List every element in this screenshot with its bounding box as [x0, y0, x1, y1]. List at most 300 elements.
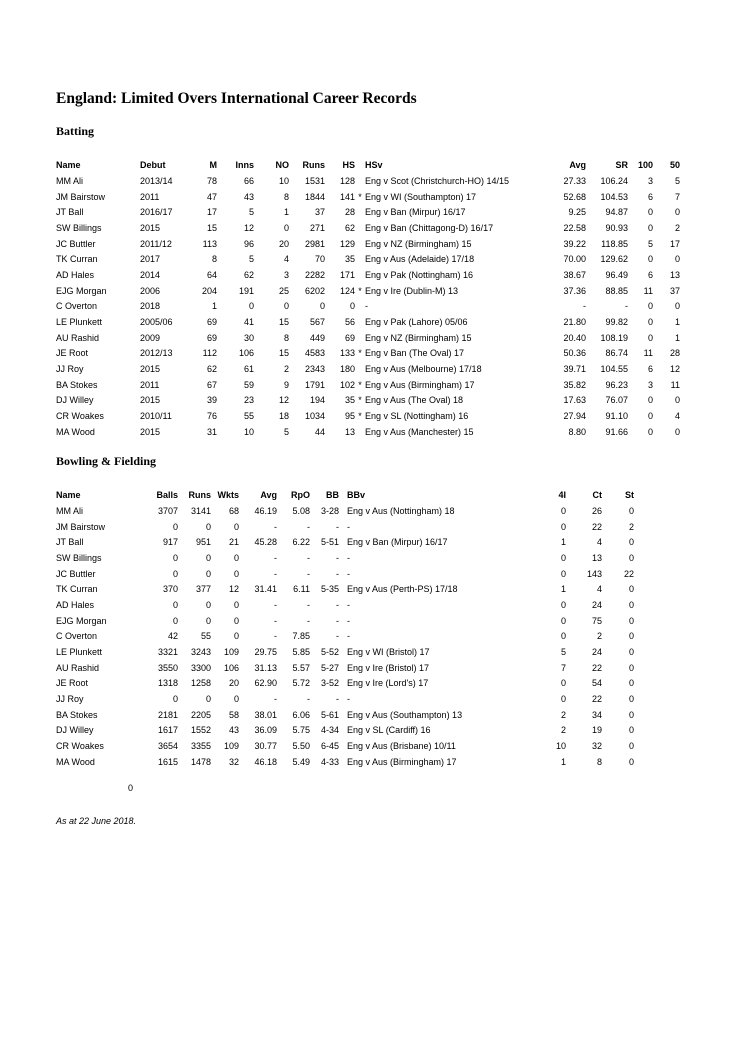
bowl-cell-bbv: Eng v Ire (Bristol) 17	[347, 662, 430, 673]
bat-cell-hundreds: 0	[647, 332, 653, 343]
bat-table-row	[56, 425, 680, 441]
bat-cell-debut: 2014	[140, 269, 161, 280]
bowl-cell-runs: 3300	[190, 662, 211, 673]
bowl-cell-name: LE Plunkett	[56, 646, 103, 657]
bowl-col-rpo-header: RpO	[291, 490, 310, 500]
bat-cell-inns: 106	[238, 348, 254, 359]
bowl-cell-name: CR Woakes	[56, 740, 104, 751]
bowl-cell-rpo: 5.57	[292, 662, 310, 673]
bat-cell-runs: 44	[314, 426, 325, 437]
bowl-cell-avg: 31.13	[254, 662, 277, 673]
bat-cell-no: 5	[283, 426, 289, 437]
bowl-cell-four-i: 2	[560, 725, 566, 736]
bowl-cell-bb: 5-51	[320, 537, 339, 548]
bat-cell-hsv: Eng v Aus (Birmingham) 17	[365, 379, 475, 390]
bat-cell-name: MA Wood	[56, 426, 95, 437]
bowl-cell-four-i: 7	[560, 662, 566, 673]
bat-cell-no: 12	[278, 395, 289, 406]
bowl-cell-bbv: -	[347, 615, 350, 626]
bat-cell-not-out	[355, 315, 365, 331]
batting-table	[56, 156, 680, 440]
bat-cell-sr: 99.82	[605, 316, 628, 327]
bat-cell-avg: 50.36	[563, 348, 586, 359]
bat-cell-m: 64	[206, 269, 217, 280]
bat-cell-hs: 28	[344, 207, 355, 218]
bowl-cell-avg: 38.01	[254, 709, 277, 720]
bat-cell-sr: 86.74	[605, 348, 628, 359]
bat-cell-runs: 449	[309, 332, 325, 343]
bat-cell-runs: 1531	[304, 176, 325, 186]
bowl-cell-wkts: 109	[223, 740, 239, 751]
bowl-cell-st: 0	[628, 709, 634, 720]
bat-cell-debut: 2015	[140, 363, 161, 374]
bat-cell-fifties: 4	[674, 410, 680, 421]
bat-cell-avg: 39.71	[563, 363, 586, 374]
bowl-cell-balls: 1617	[157, 725, 178, 736]
bowl-cell-avg: 36.09	[254, 725, 277, 736]
bowl-cell-rpo: 6.22	[292, 537, 310, 548]
bat-cell-hundreds: 6	[647, 191, 653, 202]
bat-cell-no: 3	[283, 269, 289, 280]
bat-cell-hundreds: 5	[647, 238, 653, 249]
bowl-cell-bb: 3-52	[320, 678, 339, 689]
bat-table-row	[56, 362, 680, 378]
bowl-cell-st: 22	[623, 568, 634, 579]
bowl-cell-runs: 3355	[190, 740, 211, 751]
bowl-cell-runs: 1258	[190, 678, 211, 689]
bat-cell-hundreds: 0	[647, 207, 653, 218]
bat-cell-hs: 0	[349, 301, 355, 312]
bat-table-row	[56, 331, 680, 347]
bat-cell-sr: 106.24	[600, 176, 628, 186]
bat-cell-avg: 20.40	[563, 332, 586, 343]
bowl-spacer	[339, 598, 347, 614]
bat-cell-hsv: Eng v Pak (Nottingham) 16	[365, 269, 474, 280]
bowl-cell-balls: 3654	[157, 740, 178, 751]
bowl-cell-avg: -	[274, 568, 277, 579]
bowl-cell-runs: 0	[205, 599, 211, 610]
bowl-table-row	[56, 676, 634, 692]
bat-cell-debut: 2018	[140, 301, 161, 312]
bat-cell-hundreds: 6	[647, 269, 653, 280]
bowl-cell-avg: 46.18	[254, 756, 277, 767]
bat-table-row	[56, 221, 680, 237]
bat-cell-inns: 41	[243, 316, 254, 327]
bowl-table-row	[56, 535, 634, 551]
bowl-cell-bbv: Eng v Aus (Birmingham) 17	[347, 756, 457, 767]
bowl-table-row	[56, 723, 634, 739]
bowl-cell-bbv: Eng v Aus (Brisbane) 10/11	[347, 740, 456, 751]
bowl-cell-wkts: 12	[228, 584, 239, 595]
bat-cell-m: 204	[201, 285, 217, 296]
bowl-cell-bbv: Eng v Aus (Nottingham) 18	[347, 506, 455, 516]
bowl-cell-bbv: Eng v Ban (Mirpur) 16/17	[347, 537, 448, 548]
bat-cell-inns: 61	[243, 363, 254, 374]
bat-cell-m: 39	[206, 395, 217, 406]
bat-cell-fifties: 5	[674, 176, 680, 186]
bat-col-hsv-header: HSv	[365, 160, 383, 170]
bowl-cell-avg: 45.28	[254, 537, 277, 548]
bowl-cell-name: JE Root	[56, 678, 89, 689]
bat-cell-name: EJG Morgan	[56, 285, 107, 296]
bowl-cell-four-i: 0	[560, 693, 566, 704]
bowl-cell-rpo: -	[307, 568, 310, 579]
bat-cell-not-out: *	[358, 395, 362, 406]
bat-col-inns-header: Inns	[235, 160, 254, 170]
bat-cell-hsv: Eng v Pak (Lahore) 05/06	[365, 316, 468, 327]
bowl-cell-avg: 31.41	[254, 584, 277, 595]
bat-cell-debut: 2009	[140, 332, 161, 343]
bowl-cell-balls: 0	[172, 521, 178, 532]
bowl-cell-balls: 0	[172, 599, 178, 610]
bat-cell-no: 4	[283, 254, 289, 265]
bat-cell-hsv: Eng v Ban (Chittagong-D) 16/17	[365, 222, 494, 233]
bat-cell-hundreds: 0	[647, 301, 653, 312]
bat-cell-runs: 0	[319, 301, 325, 312]
bat-cell-hsv: Eng v Aus (Melbourne) 17/18	[365, 363, 482, 374]
bat-cell-inns: 59	[243, 379, 254, 390]
bat-cell-name: BA Stokes	[56, 379, 98, 390]
bowl-cell-avg: -	[274, 693, 277, 704]
bat-cell-no: 2	[283, 363, 289, 374]
bat-cell-runs: 1791	[304, 379, 325, 390]
bowl-col-bb-header: BB	[326, 490, 339, 500]
bowl-cell-four-i: 0	[560, 506, 566, 516]
bat-cell-inns: 191	[238, 285, 254, 296]
bat-cell-runs: 1844	[304, 191, 325, 202]
bat-cell-fifties: 12	[669, 363, 680, 374]
bat-cell-m: 113	[202, 238, 217, 249]
bowl-cell-runs: 3243	[190, 646, 211, 657]
bowl-spacer	[339, 486, 347, 504]
bowl-cell-ct: 22	[591, 521, 602, 532]
bat-cell-inns: 5	[248, 254, 254, 265]
bat-cell-sr: -	[625, 301, 628, 312]
bat-cell-not-out	[355, 299, 365, 315]
bat-table-row	[56, 346, 680, 362]
bowl-cell-balls: 0	[172, 615, 178, 626]
bowl-cell-bbv: Eng v Aus (Southampton) 13	[347, 709, 463, 720]
bat-cell-m: 17	[206, 207, 217, 218]
bat-table-row	[56, 205, 680, 221]
bat-cell-no: 9	[283, 379, 289, 390]
bowl-cell-runs: 0	[205, 521, 211, 532]
bat-cell-no: 1	[283, 207, 289, 218]
bat-cell-hsv: -	[365, 301, 368, 312]
bowl-cell-balls: 3321	[157, 646, 178, 657]
bowl-cell-balls: 2181	[157, 709, 178, 720]
bat-table-row	[56, 268, 680, 284]
bowl-table-row	[56, 692, 634, 708]
bowl-spacer	[339, 629, 347, 645]
bat-cell-sr: 104.53	[600, 191, 628, 202]
bat-cell-avg: 52.68	[563, 191, 586, 202]
bowl-cell-rpo: 5.49	[292, 756, 310, 767]
bowl-cell-avg: 30.77	[254, 740, 277, 751]
bat-cell-avg: 21.80	[563, 316, 586, 327]
bowl-table-row	[56, 582, 634, 598]
bowl-cell-balls: 917	[162, 537, 178, 548]
bat-cell-hs: 56	[344, 316, 355, 327]
bat-cell-sr: 96.23	[605, 379, 628, 390]
bowl-cell-wkts: 21	[228, 537, 239, 548]
bat-col-name-header: Name	[56, 160, 81, 170]
bat-cell-name: CR Woakes	[56, 410, 104, 421]
bowl-cell-bbv: -	[347, 568, 350, 579]
bat-cell-no: 18	[278, 410, 289, 421]
bowl-cell-wkts: 0	[233, 521, 239, 532]
bat-cell-name: LE Plunkett	[56, 316, 103, 327]
bat-cell-hs: 128	[339, 176, 355, 186]
bowl-cell-balls: 42	[167, 631, 178, 642]
bat-cell-hs: 69	[344, 332, 355, 343]
bat-cell-avg: 22.58	[563, 222, 586, 233]
bat-cell-debut: 2005/06	[140, 316, 173, 327]
bat-cell-not-out	[355, 362, 365, 378]
bat-table-row	[56, 174, 680, 190]
bowl-cell-bb: 5-61	[320, 709, 339, 720]
bat-cell-name: C Overton	[56, 301, 98, 312]
bat-cell-not-out: *	[358, 348, 362, 359]
bat-cell-hsv: Eng v NZ (Birmingham) 15	[365, 332, 472, 343]
bowl-table-row	[56, 520, 634, 536]
bowl-col-bbv-header: BBv	[347, 490, 366, 500]
bat-cell-m: 8	[211, 254, 217, 265]
as-at-note: As at 22 June 2018.	[56, 816, 137, 826]
bowl-cell-wkts: 68	[228, 506, 239, 516]
bat-cell-hundreds: 0	[647, 316, 653, 327]
bat-cell-inns: 96	[243, 238, 254, 249]
bat-cell-not-out: *	[358, 379, 362, 390]
bowl-cell-st: 0	[628, 725, 634, 736]
bat-cell-hsv: Eng v Aus (Adelaide) 17/18	[365, 254, 475, 265]
bowl-cell-runs: 0	[205, 693, 211, 704]
bowl-cell-avg: 29.75	[254, 646, 277, 657]
bat-cell-avg: 17.63	[563, 395, 586, 406]
bowl-cell-name: JJ Roy	[56, 693, 84, 704]
bat-cell-avg: 27.94	[563, 410, 586, 421]
bat-cell-sr: 108.19	[600, 332, 628, 343]
bowl-table-row	[56, 755, 634, 771]
bat-cell-m: 78	[206, 176, 217, 186]
bowl-cell-four-i: 0	[560, 615, 566, 626]
bat-cell-hundreds: 6	[647, 363, 653, 374]
bat-table-row	[56, 284, 680, 300]
bowl-cell-name: BA Stokes	[56, 709, 98, 720]
bat-cell-hsv: Eng v Ban (Mirpur) 16/17	[365, 207, 466, 218]
bat-cell-inns: 0	[248, 301, 254, 312]
bowl-cell-four-i: 0	[560, 552, 566, 563]
bowl-cell-balls: 3550	[157, 662, 178, 673]
bat-cell-fifties: 1	[674, 332, 680, 343]
bat-cell-runs: 37	[314, 207, 325, 218]
bowl-table-row	[56, 598, 634, 614]
bowl-col-balls-header: Balls	[156, 490, 178, 500]
bat-cell-debut: 2006	[140, 285, 161, 296]
bat-cell-fifties: 13	[669, 269, 680, 280]
bat-cell-inns: 30	[243, 332, 254, 343]
bat-col-sr-header: SR	[615, 160, 628, 170]
bat-cell-sr: 104.55	[600, 363, 628, 374]
bowl-cell-st: 0	[628, 646, 634, 657]
bowl-table-row	[56, 708, 634, 724]
bat-cell-runs: 567	[309, 316, 325, 327]
bat-cell-avg: 38.67	[563, 269, 586, 280]
bowl-cell-wkts: 32	[228, 756, 239, 767]
bowl-spacer	[339, 755, 347, 771]
bowl-cell-four-i: 0	[560, 521, 566, 532]
bat-cell-m: 1	[211, 301, 217, 312]
bowl-cell-ct: 4	[596, 537, 602, 548]
bat-cell-hsv: Eng v Aus (Manchester) 15	[365, 426, 474, 437]
bowl-spacer	[339, 582, 347, 598]
bat-table-row	[56, 190, 680, 206]
bowl-cell-avg: -	[274, 552, 277, 563]
bat-cell-inns: 43	[243, 191, 254, 202]
bowl-cell-rpo: -	[307, 552, 310, 563]
bowl-spacer	[339, 520, 347, 536]
bowl-cell-wkts: 0	[233, 599, 239, 610]
bat-col-runs-header: Runs	[302, 160, 325, 170]
bowl-cell-name: C Overton	[56, 631, 98, 642]
bat-cell-debut: 2010/11	[140, 410, 172, 421]
bat-cell-m: 62	[206, 363, 217, 374]
bat-cell-fifties: 0	[674, 207, 680, 218]
bowl-cell-runs: 0	[205, 568, 211, 579]
bowl-cell-runs: 3141	[190, 506, 211, 516]
bowl-cell-st: 0	[628, 631, 634, 642]
bat-cell-no: 8	[283, 191, 289, 202]
bowl-cell-runs: 1552	[190, 725, 211, 736]
bowl-cell-name: TK Curran	[56, 584, 98, 595]
bat-cell-hundreds: 0	[647, 222, 653, 233]
bat-cell-sr: 94.87	[605, 207, 628, 218]
bat-cell-hsv: Eng v Scot (Christchurch-HO) 14/15	[365, 176, 510, 186]
bat-cell-hs: 133	[339, 348, 355, 359]
bat-cell-name: JJ Roy	[56, 363, 84, 374]
bowl-cell-avg: 62.90	[254, 678, 277, 689]
bowl-cell-wkts: 0	[233, 552, 239, 563]
bowl-cell-bb: -	[336, 552, 339, 563]
bat-table-row	[56, 315, 680, 331]
bowl-cell-name: AD Hales	[56, 599, 95, 610]
bat-cell-name: TK Curran	[56, 254, 98, 265]
bat-cell-runs: 1034	[304, 410, 325, 421]
bat-cell-hsv: Eng v Ban (The Oval) 17	[365, 348, 465, 359]
bat-cell-hsv: Eng v SL (Nottingham) 16	[365, 410, 469, 421]
bowl-cell-four-i: 0	[560, 568, 566, 579]
bat-cell-hs: 129	[339, 238, 355, 249]
bowl-cell-name: EJG Morgan	[56, 615, 107, 626]
bat-cell-debut: 2016/17	[140, 207, 173, 218]
bowl-cell-wkts: 0	[233, 693, 239, 704]
bowl-cell-ct: 32	[591, 740, 602, 751]
bat-cell-name: JM Bairstow	[56, 191, 106, 202]
bat-cell-inns: 12	[243, 222, 254, 233]
bat-cell-runs: 6202	[304, 285, 325, 296]
bowl-table-row	[56, 645, 634, 661]
bat-cell-no: 0	[283, 222, 289, 233]
footer-zero: 0	[128, 783, 134, 793]
bowl-cell-st: 0	[628, 537, 634, 548]
bat-col-no-header: NO	[275, 160, 289, 170]
bat-table-row	[56, 252, 680, 268]
bat-cell-fifties: 2	[674, 222, 680, 233]
bat-cell-sr: 129.62	[600, 254, 628, 265]
bat-cell-debut: 2013/14	[140, 176, 173, 186]
bowl-cell-name: DJ Willey	[56, 725, 94, 736]
bowl-spacer	[339, 676, 347, 692]
bat-cell-avg: 70.00	[563, 254, 586, 265]
bowl-cell-bbv: -	[347, 599, 350, 610]
bowl-cell-ct: 22	[591, 693, 602, 704]
bowl-cell-name: MA Wood	[56, 756, 95, 767]
bowl-cell-wkts: 43	[228, 725, 239, 736]
bowl-cell-runs: 377	[195, 584, 211, 595]
bat-cell-not-out: *	[358, 191, 362, 202]
bowl-cell-wkts: 0	[233, 631, 239, 642]
bowl-cell-rpo: -	[307, 599, 310, 610]
bowl-cell-name: JT Ball	[56, 537, 84, 548]
bowl-cell-runs: 55	[200, 631, 211, 642]
bowl-cell-bb: 5-27	[320, 662, 339, 673]
bat-cell-hs: 180	[339, 363, 355, 374]
bat-cell-debut: 2015	[140, 222, 161, 233]
bowl-cell-bb: -	[336, 521, 339, 532]
bowl-cell-balls: 370	[162, 584, 178, 595]
bowl-cell-rpo: -	[307, 693, 310, 704]
bowl-cell-bb: -	[336, 631, 339, 642]
bat-cell-fifties: 0	[674, 426, 680, 437]
bat-cell-sr: 90.93	[605, 222, 628, 233]
bat-col-m-header: M	[209, 160, 217, 170]
bat-cell-runs: 271	[309, 222, 325, 233]
bat-cell-debut: 2015	[140, 395, 161, 406]
bowling-heading: Bowling & Fielding	[56, 454, 157, 468]
bat-cell-hsv: Eng v Ire (Dublin-M) 13	[365, 285, 459, 296]
bat-cell-m: 15	[206, 222, 217, 233]
bowl-cell-runs: 2205	[190, 709, 211, 720]
bat-cell-sr: 76.07	[605, 395, 628, 406]
bat-cell-m: 76	[206, 410, 217, 421]
bat-cell-hundreds: 3	[647, 176, 653, 186]
bat-cell-not-out	[355, 174, 365, 190]
bat-cell-name: JC Buttler	[56, 238, 96, 249]
bowl-cell-rpo: -	[307, 521, 310, 532]
bowl-spacer	[339, 692, 347, 708]
bat-cell-sr: 88.85	[605, 285, 628, 296]
bowl-cell-st: 0	[628, 756, 634, 767]
bat-cell-debut: 2012/13	[140, 348, 173, 359]
bowl-cell-avg: -	[274, 521, 277, 532]
bat-cell-name: JE Root	[56, 348, 89, 359]
bowl-cell-ct: 8	[596, 756, 602, 767]
bowl-cell-four-i: 5	[560, 646, 566, 657]
bowl-cell-rpo: 5.75	[292, 725, 310, 736]
bowl-cell-wkts: 109	[223, 646, 239, 657]
bowl-cell-four-i: 0	[560, 631, 566, 642]
bowl-spacer	[339, 661, 347, 677]
bat-col-hundreds-header: 100	[637, 160, 653, 170]
bowl-cell-rpo: 7.85	[292, 631, 310, 642]
bat-cell-hs: 13	[344, 426, 355, 437]
bowl-table-row	[56, 551, 634, 567]
bat-cell-fifties: 0	[674, 395, 680, 406]
bat-cell-debut: 2011	[140, 191, 160, 202]
bowl-col-name-header: Name	[56, 490, 81, 500]
bowl-table-row	[56, 614, 634, 630]
bowl-cell-four-i: 1	[560, 756, 566, 767]
